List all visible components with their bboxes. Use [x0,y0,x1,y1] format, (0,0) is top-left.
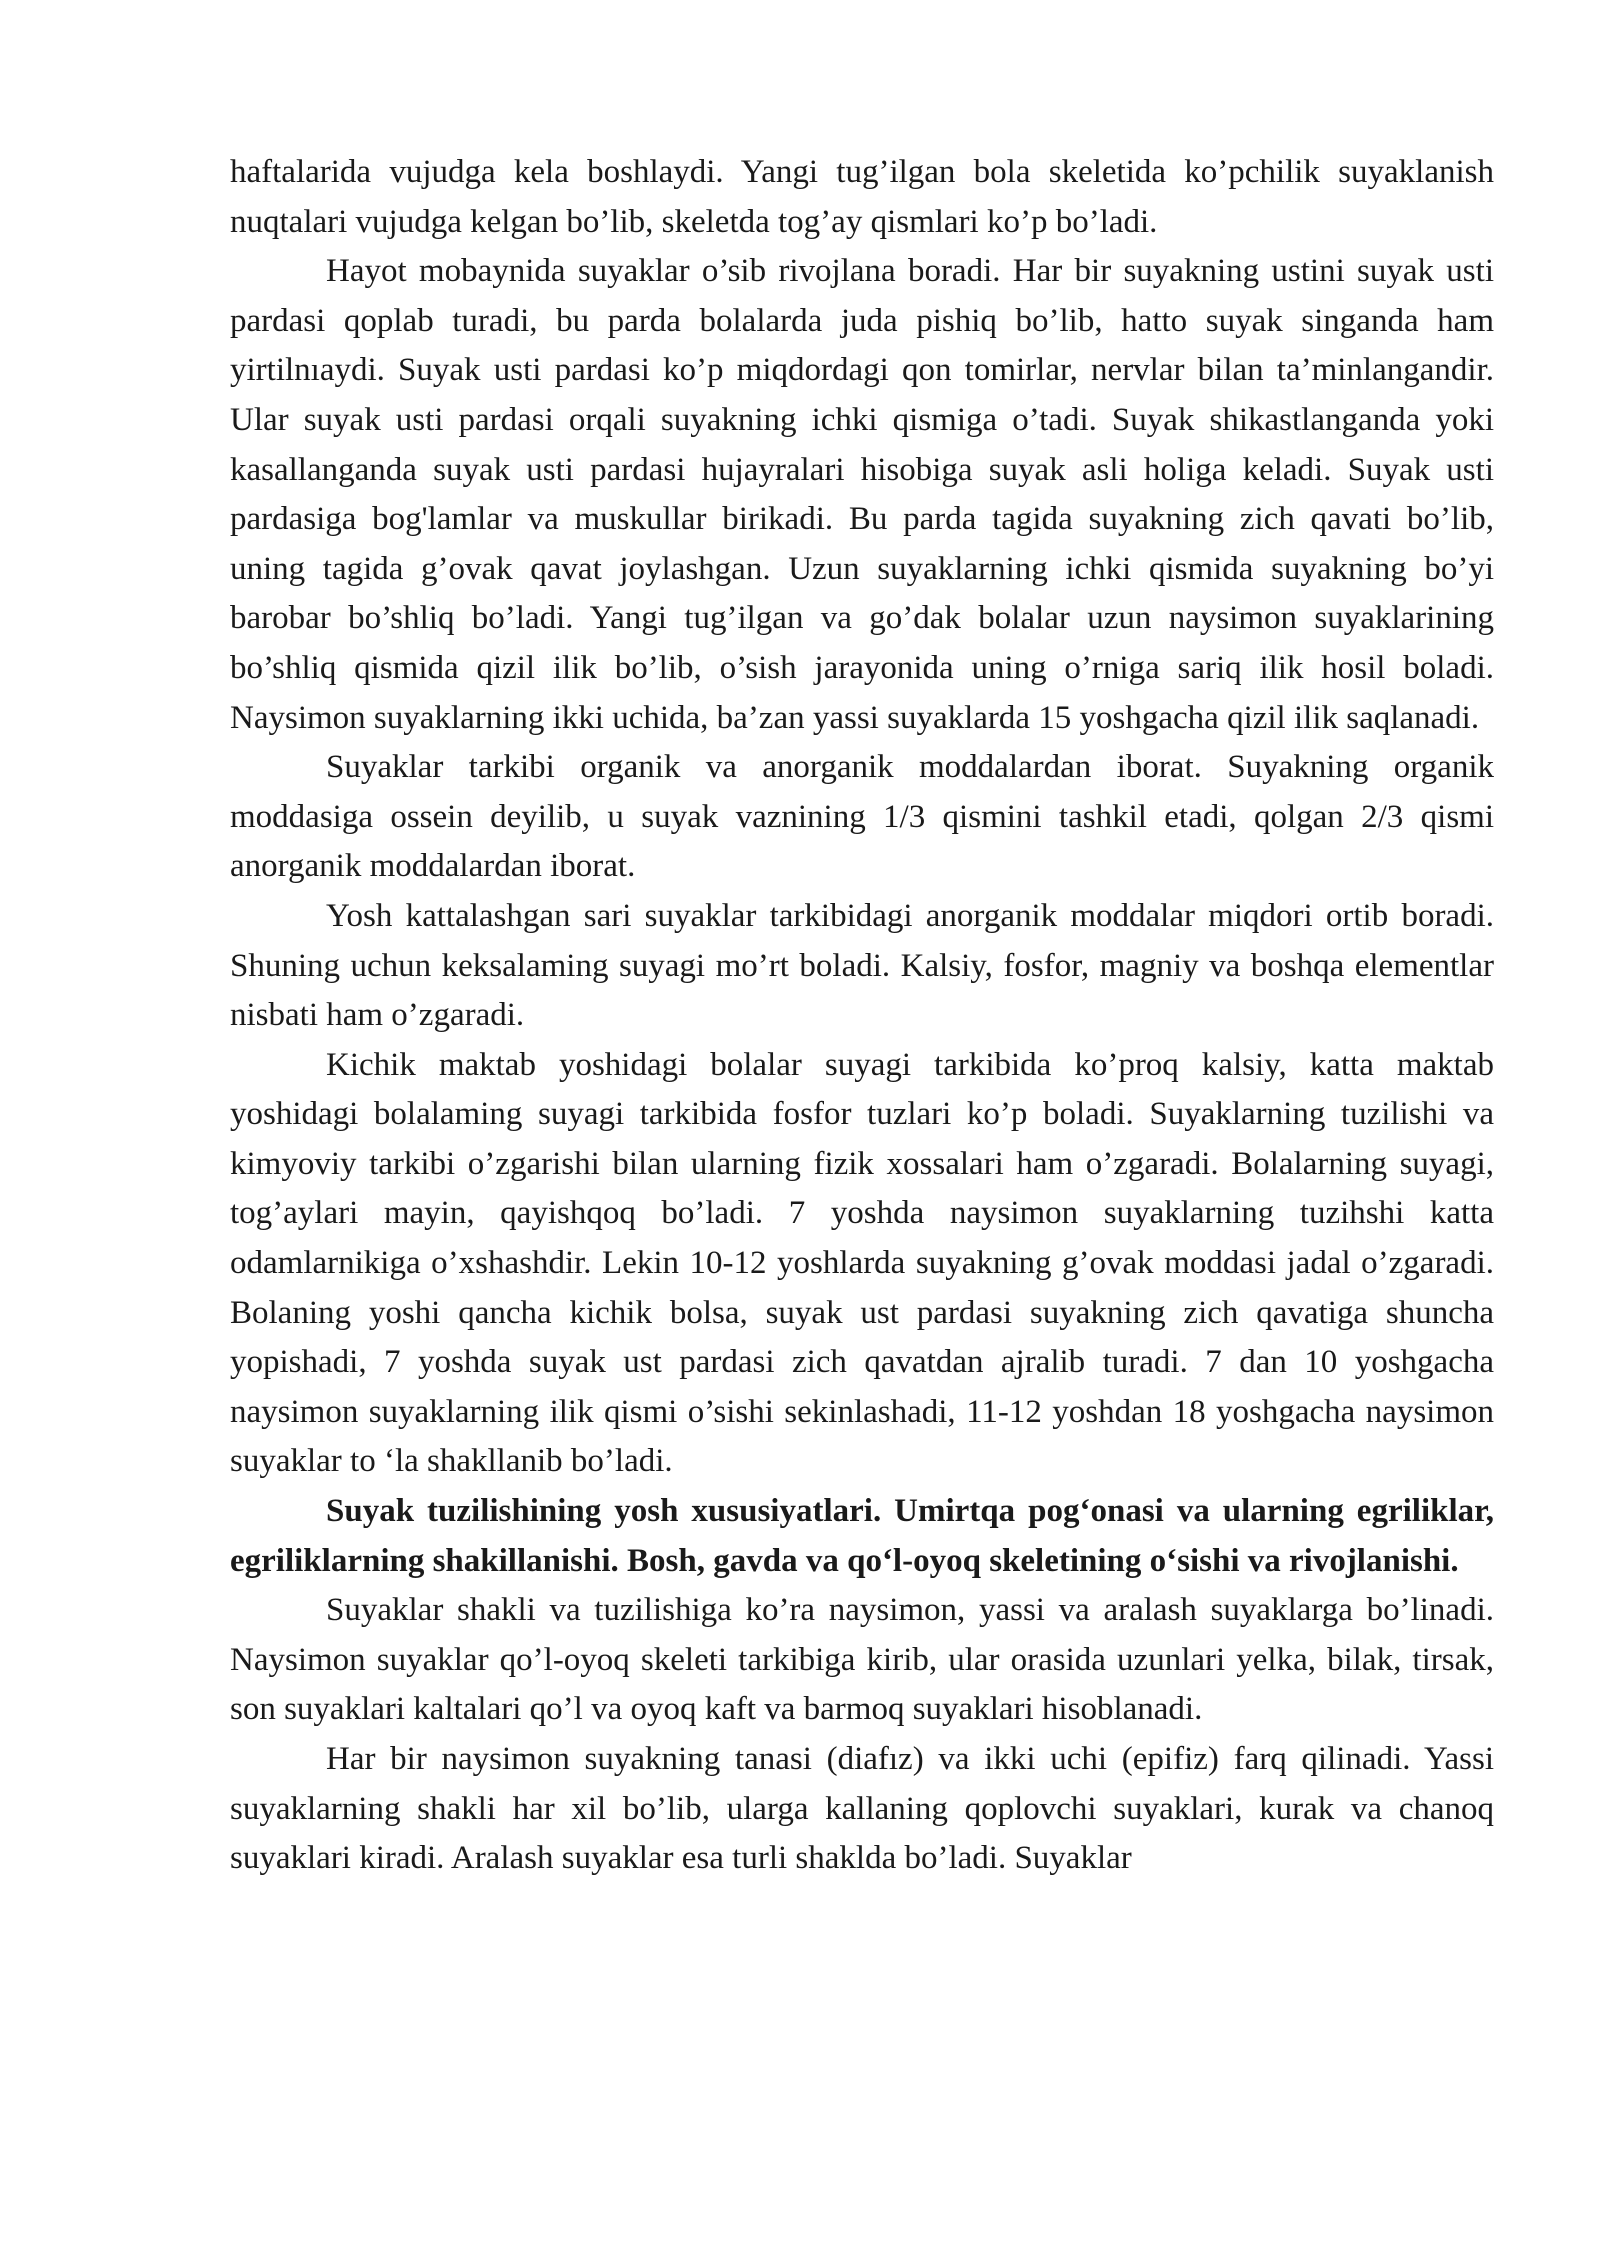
paragraph-continuation: haftalarida vujudga kela boshlaydi. Yangi tug’ilgan bola skeletida ko’pchilik suyaklanish nuqtalari vujudga kelgan bo’lib, skeletda tog’ay qismlari ko’p bo’ladi. [230,154,1494,240]
paragraph-periosteum: Hayot mobaynida suyaklar o’sib rivojlana boradi. Har bir suyakning ustini suyak usti pardasi qoplab turadi, bu parda bolalarda juda pishiq bo’lib, hatto suyak singanda ham yirtilnıaydi. Suyak usti pardasi ko’p miqdordagi qon tomirlar, nervlar bilan ta’minlangandir. Ular suyak usti pardasi orqali suyakning ichki qismiga o’tadi. Suyak shikastlanganda yoki kasallanganda suyak usti pardasi hujayralari hisobiga suyak asli holiga keladi. Suyak usti pardasiga bog'lamlar va muskullar birikadi. Bu parda tagida suyakning zich qavati bo’lib, uning tagida g’ovak qavat joylashgan. Uzun suyaklarning ichki qismida suyakning bo’yi barobar bo’shliq bo’ladi. Yangi tug’ilgan va go’dak bolalar uzun naysimon suyaklarining bo’shliq qismida qizil ilik bo’lib, o’sish jarayonida uning o’rniga sariq ilik hosil boladi. Naysimon suyaklarning ikki uchida, ba’zan yassi suyaklarda 15 yoshgacha qizil ilik saqlanadi. [230,253,1494,736]
paragraph-aging-bones: Yosh kattalashgan sari suyaklar tarkibidagi anorganik moddalar miqdori ortib boradi. Shuning uchun keksalaming suyagi mo’rt boladi. Kalsiy, fosfor, magniy va boshqa elementlar nisbati ham o’zgaradi. [230,897,1494,1034]
paragraph-bone-shapes: Suyaklar shakli va tuzilishiga ko’ra naysimon, yassi va aralash suyaklarga bo’linadi. Naysimon suyaklar qo’l-oyoq skeleti tarkibiga kirib, ular orasida uzunlari yelka, bilak, tirsak, son suyaklari kaltalari qo’l va oyoq kaft va barmoq suyaklari hisoblanadi. [230,1592,1494,1728]
paragraph-tubular-bone-parts: Har bir naysimon suyakning tanasi (diafız) va ikki uchi (epifiz) farq qilinadi. Yassi suyaklarning shakli har xil bo’lib, ularga kallaning qoplovchi suyaklari, kurak va chanoq suyaklari kiradi. Aralash suyaklar esa turli shaklda bo’ladi. Suyaklar [230,1741,1494,1877]
document-page [230,148,1494,1884]
paragraph-school-age-bones: Kichik maktab yoshidagi bolalar suyagi tarkibida ko’proq kalsiy, katta maktab yoshidagi bolalaming suyagi tarkibida fosfor tuzlari ko’p boladi. Suyaklarning tuzilishi va kimyoviy tarkibi o’zgarishi bilan ularning fizik xossalari ham o’zgaradi. Bolalarning suyagi, tog’aylari mayin, qayishqoq bo’ladi. 7 yoshda naysimon suyaklarning tuzihshi katta odamlarnikiga o’xshashdir. Lekin 10-12 yoshlarda suyakning g’ovak moddasi jadal o’zgaradi. Bolaning yoshi qancha kichik bolsa, suyak ust pardasi suyakning zich qavatiga shuncha yopishadi, 7 yoshda suyak ust pardasi zich qavatdan ajralib turadi. 7 dan 10 yoshgacha naysimon suyaklarning ilik qismi o’sishi sekinlashadi, 11-12 yoshdan 18 yoshgacha naysimon suyaklar to ‘la shakllanib bo’ladi. [230,1046,1494,1480]
paragraph-bone-composition: Suyaklar tarkibi organik va anorganik moddalardan iborat. Suyakning organik moddasiga ossein deyilib, u suyak vaznining 1/3 qismini tashkil etadi, qolgan 2/3 qismi anorganik moddalardan iborat. [230,749,1494,885]
section-heading: Suyak tuzilishining yosh xususiyatlari. Umirtqa pog‘onasi va ularning egriliklar, egriliklarning shakillanishi. Bosh, gavda va qo‘l-oyoq skeletining o‘sishi va rivojlanishi. [230,1493,1494,1579]
